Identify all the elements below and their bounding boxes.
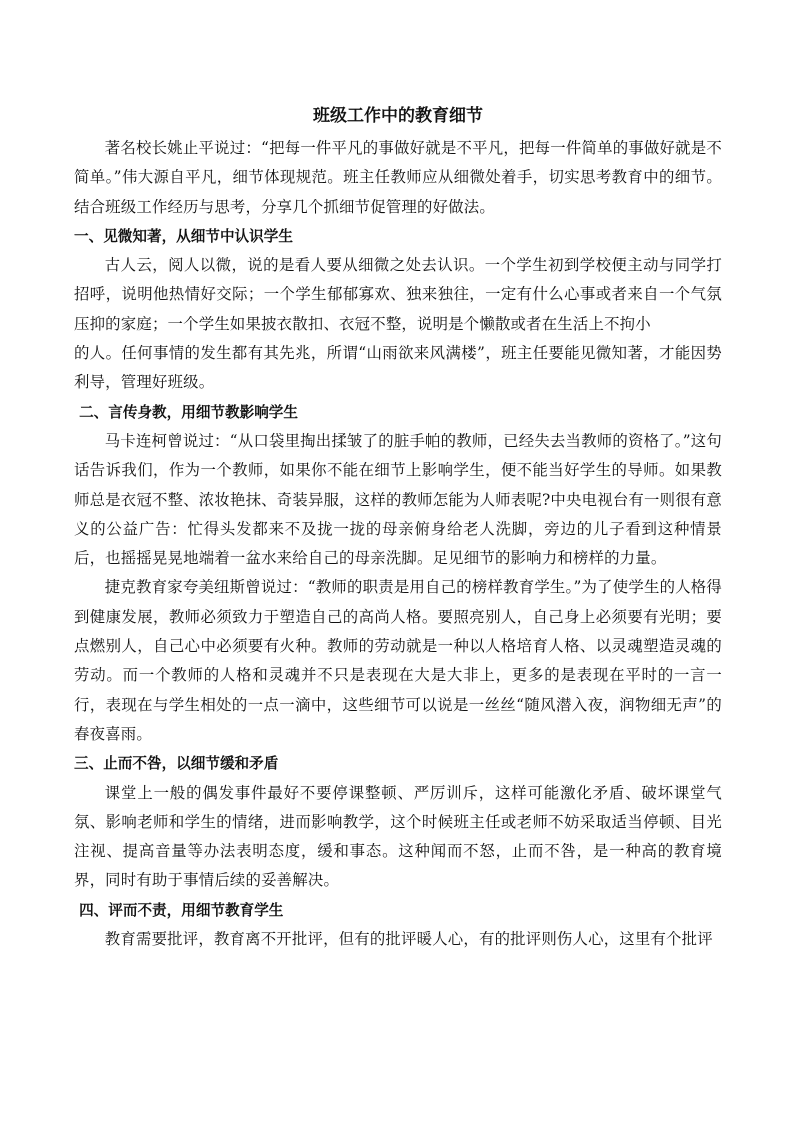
section-heading-3: 三、止而不咎，以细节缓和矛盾	[74, 755, 279, 773]
intro-paragraph: 著名校长姚止平说过：“把每一件平凡的事做好就是不平凡，把每一件简单的事做好就是不简单。”伟大源自平凡，细节体现规范。班主任教师应从细微处着手，切实思考教育中的细节。结合班级工作经历与思考，分享几个抓细节促管理的好做法。	[74, 139, 722, 216]
section-1-paragraph-2: 的人。任何事情的发生都有其先兆，所谓“山雨欲来风满楼”，班主任要能见微知著，才能因势利导，管理好班级。	[74, 344, 722, 392]
section-2-paragraph-2: 捷克教育家夸美纽斯曾说过：“教师的职责是用自己的榜样教育学生。”为了使学生的人格得到健康发展，教师必须致力于塑造自己的高尚人格。要照亮别人，自己身上必须要有光明；要点燃别人，自己心中必须要有火种。教师的劳动就是一种以人格培育人格、以灵魂塑造灵魂的劳动。而一个教师的人格和灵魂并不只是表现在大是大非上，更多的是表现在平时的一言一行，表现在与学生相处的一点一滴中，这些细节可以说是一丝丝“随风潜入夜，润物细无声”的春夜喜雨。	[74, 578, 722, 743]
section-heading-1: 一、见微知著，从细节中认识学生	[74, 227, 293, 245]
section-heading-4: 四、评而不责，用细节教育学生	[74, 901, 284, 919]
section-2-paragraph-1: 马卡连柯曾说过：“从口袋里掏出揉皱了的脏手帕的教师，已经失去当教师的资格了。”这句话告诉我们，作为一个教师，如果你不能在细节上影响学生，便不能当好学生的导师。如果教师总是衣冠不整、浓妆艳抹、奇装异服，这样的教师怎能为人师表呢?中央电视台有一则很有意义的公益广告：忙得头发都来不及拢一拢的母亲俯身给老人洗脚，旁边的儿子看到这种情景后，也摇摇晃晃地端着一盆水来给自己的母亲洗脚。足见细节的影响力和榜样的力量。	[74, 431, 722, 568]
document-title: 班级工作中的教育细节	[313, 106, 483, 126]
section-3-paragraph-1: 课堂上一般的偶发事件最好不要停课整顿、严厉训斥，这样可能激化矛盾、破坏课堂气氛、影响老师和学生的情绪，进而影响教学，这个时候班主任或老师不妨采取适当停顿、目光注视、提高音量等办法表明态度，缓和事态。这种闻而不怒，止而不咎，是一种高的教育境界，同时有助于事情后续的妥善解决。	[74, 783, 722, 890]
section-1-paragraph-1: 古人云，阅人以微，说的是看人要从细微之处去认识。一个学生初到学校便主动与同学打招呼，说明他热情好交际；一个学生郁郁寡欢、独来独往，一定有什么心事或者来自一个气氛压抑的家庭；一个学生如果披衣散扣、衣冠不整，说明是个懒散或者在生活上不拘小	[74, 256, 722, 333]
section-heading-2: 二、言传身教，用细节教影响学生	[74, 403, 298, 421]
document-body	[74, 102, 722, 954]
section-4-paragraph-1: 教育需要批评，教育离不开批评，但有的批评暖人心，有的批评则伤人心，这里有个批评	[104, 930, 713, 949]
